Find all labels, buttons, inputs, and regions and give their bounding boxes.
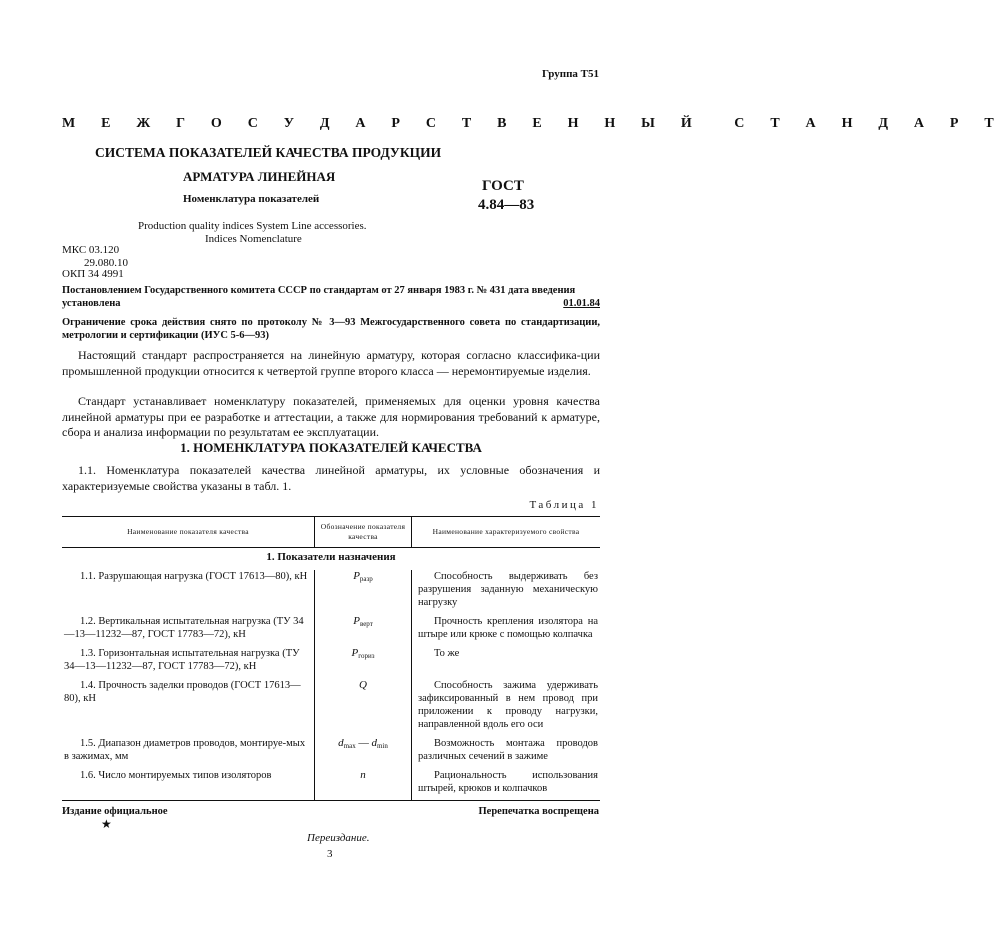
group-code: Группа Т51 <box>541 68 599 80</box>
row-symbol: P <box>353 570 360 582</box>
star-icon: ★ <box>101 817 112 831</box>
table-row <box>62 615 600 647</box>
row-name: 1.3. Горизонтальная испытательная нагрузка (ТУ 34—13—11232—87, ГОСТ 17783—72), кН <box>62 647 315 679</box>
row-name: 1.4. Прочность заделки проводов (ГОСТ 17613—80), кН <box>62 679 315 737</box>
intro-paragraph-2: Стандарт устанавливает номенклатуру показателей, применяемых для оценки уровня качества линейной арматуры при ее разработке и аттестации, а также для нормирования требований к арматуре, сбора и анализа информации по результатам ее эксплуатации. <box>62 394 600 439</box>
reprint-prohibited: Перепечатка воспрещена <box>478 806 599 817</box>
gost-number: 4.84—83 <box>478 197 535 213</box>
mks-code-2: 29.080.10 <box>84 257 128 269</box>
row-symbol: P <box>351 647 359 659</box>
quality-indices-table <box>62 516 600 801</box>
standard-type-heading: М Е Ж Г О С У Д А Р С Т В Е Н Н Ы Й С Т А Н Д А Р Т <box>62 116 1003 131</box>
reissue-note: Переиздание. <box>307 832 370 844</box>
english-title-line1: Production quality indices System Line accessories. <box>138 220 367 232</box>
mks-code-1: МКС 03.120 <box>62 244 120 256</box>
row-symbol: P <box>353 615 360 627</box>
gost-label: ГОСТ <box>482 178 524 194</box>
page-number: 3 <box>327 848 333 860</box>
english-title-line2: Indices Nomenclature <box>205 233 302 245</box>
row-symbol: n <box>360 769 366 781</box>
row-symbol: Q <box>359 679 367 691</box>
table-row <box>62 647 600 679</box>
row-property: Прочность крепления изолятора на штыре или крюке с помощью колпачка <box>418 616 598 640</box>
decree-text: Постановлением Государственного комитета СССР по стандартам от 27 января 1983 г. № 431 дата введения <box>62 285 576 296</box>
header-indicator-symbol: Обозначение показателя качества <box>315 517 412 548</box>
row-symbol-2: d <box>371 737 377 749</box>
row-property: Возможность монтажа проводов различных сечений в зажиме <box>418 738 598 762</box>
footer-rule <box>62 800 600 801</box>
row-symbol: d <box>338 737 344 749</box>
row-symbol-subscript: верт <box>359 620 373 628</box>
row-symbol-subscript: гориз <box>358 652 375 660</box>
official-edition: Издание официальное <box>62 806 168 817</box>
section-paragraph: 1.1. Номенклатура показателей качества линейной арматуры, их условные обозначения и характеризуемые свойства указаны в табл. 1. <box>62 463 600 493</box>
row-symbol-2-subscript: min <box>376 742 388 750</box>
row-property: Способность зажима удерживать зафиксированный в нем провод при приложении к проводу нагрузки, направленной вдоль его оси <box>418 680 598 730</box>
table-header-row <box>62 517 600 548</box>
limitation-note: Ограничение срока действия снято по протоколу № 3—93 Межгосударственного совета по стандартизации, метрологии и сертификации (ИУС 5-6—93) <box>62 317 600 341</box>
row-name: 1.6. Число монтируемых типов изоляторов <box>62 769 315 801</box>
table-row <box>62 769 600 801</box>
row-name: 1.1. Разрушающая нагрузка (ГОСТ 17613—80), кН <box>62 570 315 615</box>
document-title: АРМАТУРА ЛИНЕЙНАЯ <box>183 169 336 184</box>
group-heading: 1. Показатели назначения <box>266 551 396 563</box>
intro-paragraph-1: Настоящий стандарт распространяется на линейную арматуру, которая согласно классифика-ции промышленной продукции относится к четвертой группе второго класса — неремонтируемые изделия. <box>62 348 600 378</box>
table-label: Таблица 1 <box>529 499 599 511</box>
section-heading: 1. НОМЕНКЛАТУРА ПОКАЗАТЕЛЕЙ КАЧЕСТВА <box>180 440 482 455</box>
row-property: Рациональность использования штырей, крюков и колпачков <box>418 770 598 794</box>
row-symbol-subscript: разр <box>359 575 373 583</box>
row-property: Способность выдерживать без разрушения заданную механическую нагрузку <box>418 571 598 608</box>
table-row <box>62 737 600 769</box>
row-symbol-dash: — <box>355 738 372 749</box>
row-symbol-subscript: max <box>343 742 356 750</box>
decree-block <box>62 284 600 310</box>
header-property-name: Наименование характеризуемого свойства <box>412 517 601 548</box>
row-name: 1.2. Вертикальная испытательная нагрузка (ТУ 34—13—11232—87, ГОСТ 17783—72), кН <box>62 615 315 647</box>
series-title: СИСТЕМА ПОКАЗАТЕЛЕЙ КАЧЕСТВА ПРОДУКЦИИ <box>95 145 442 160</box>
decree-date: 01.01.84 <box>563 298 600 309</box>
row-property: То же <box>434 648 460 659</box>
okp-code: ОКП 34 4991 <box>62 268 124 280</box>
table-group-row <box>62 548 600 571</box>
table-row <box>62 679 600 737</box>
decree-established: установлена <box>62 298 121 309</box>
table-row <box>62 570 600 615</box>
header-indicator-name: Наименование показателя качества <box>62 517 315 548</box>
row-name: 1.5. Диапазон диаметров проводов, монтируе-мых в зажимах, мм <box>62 737 315 769</box>
document-subtitle: Номенклатура показателей <box>183 193 320 205</box>
